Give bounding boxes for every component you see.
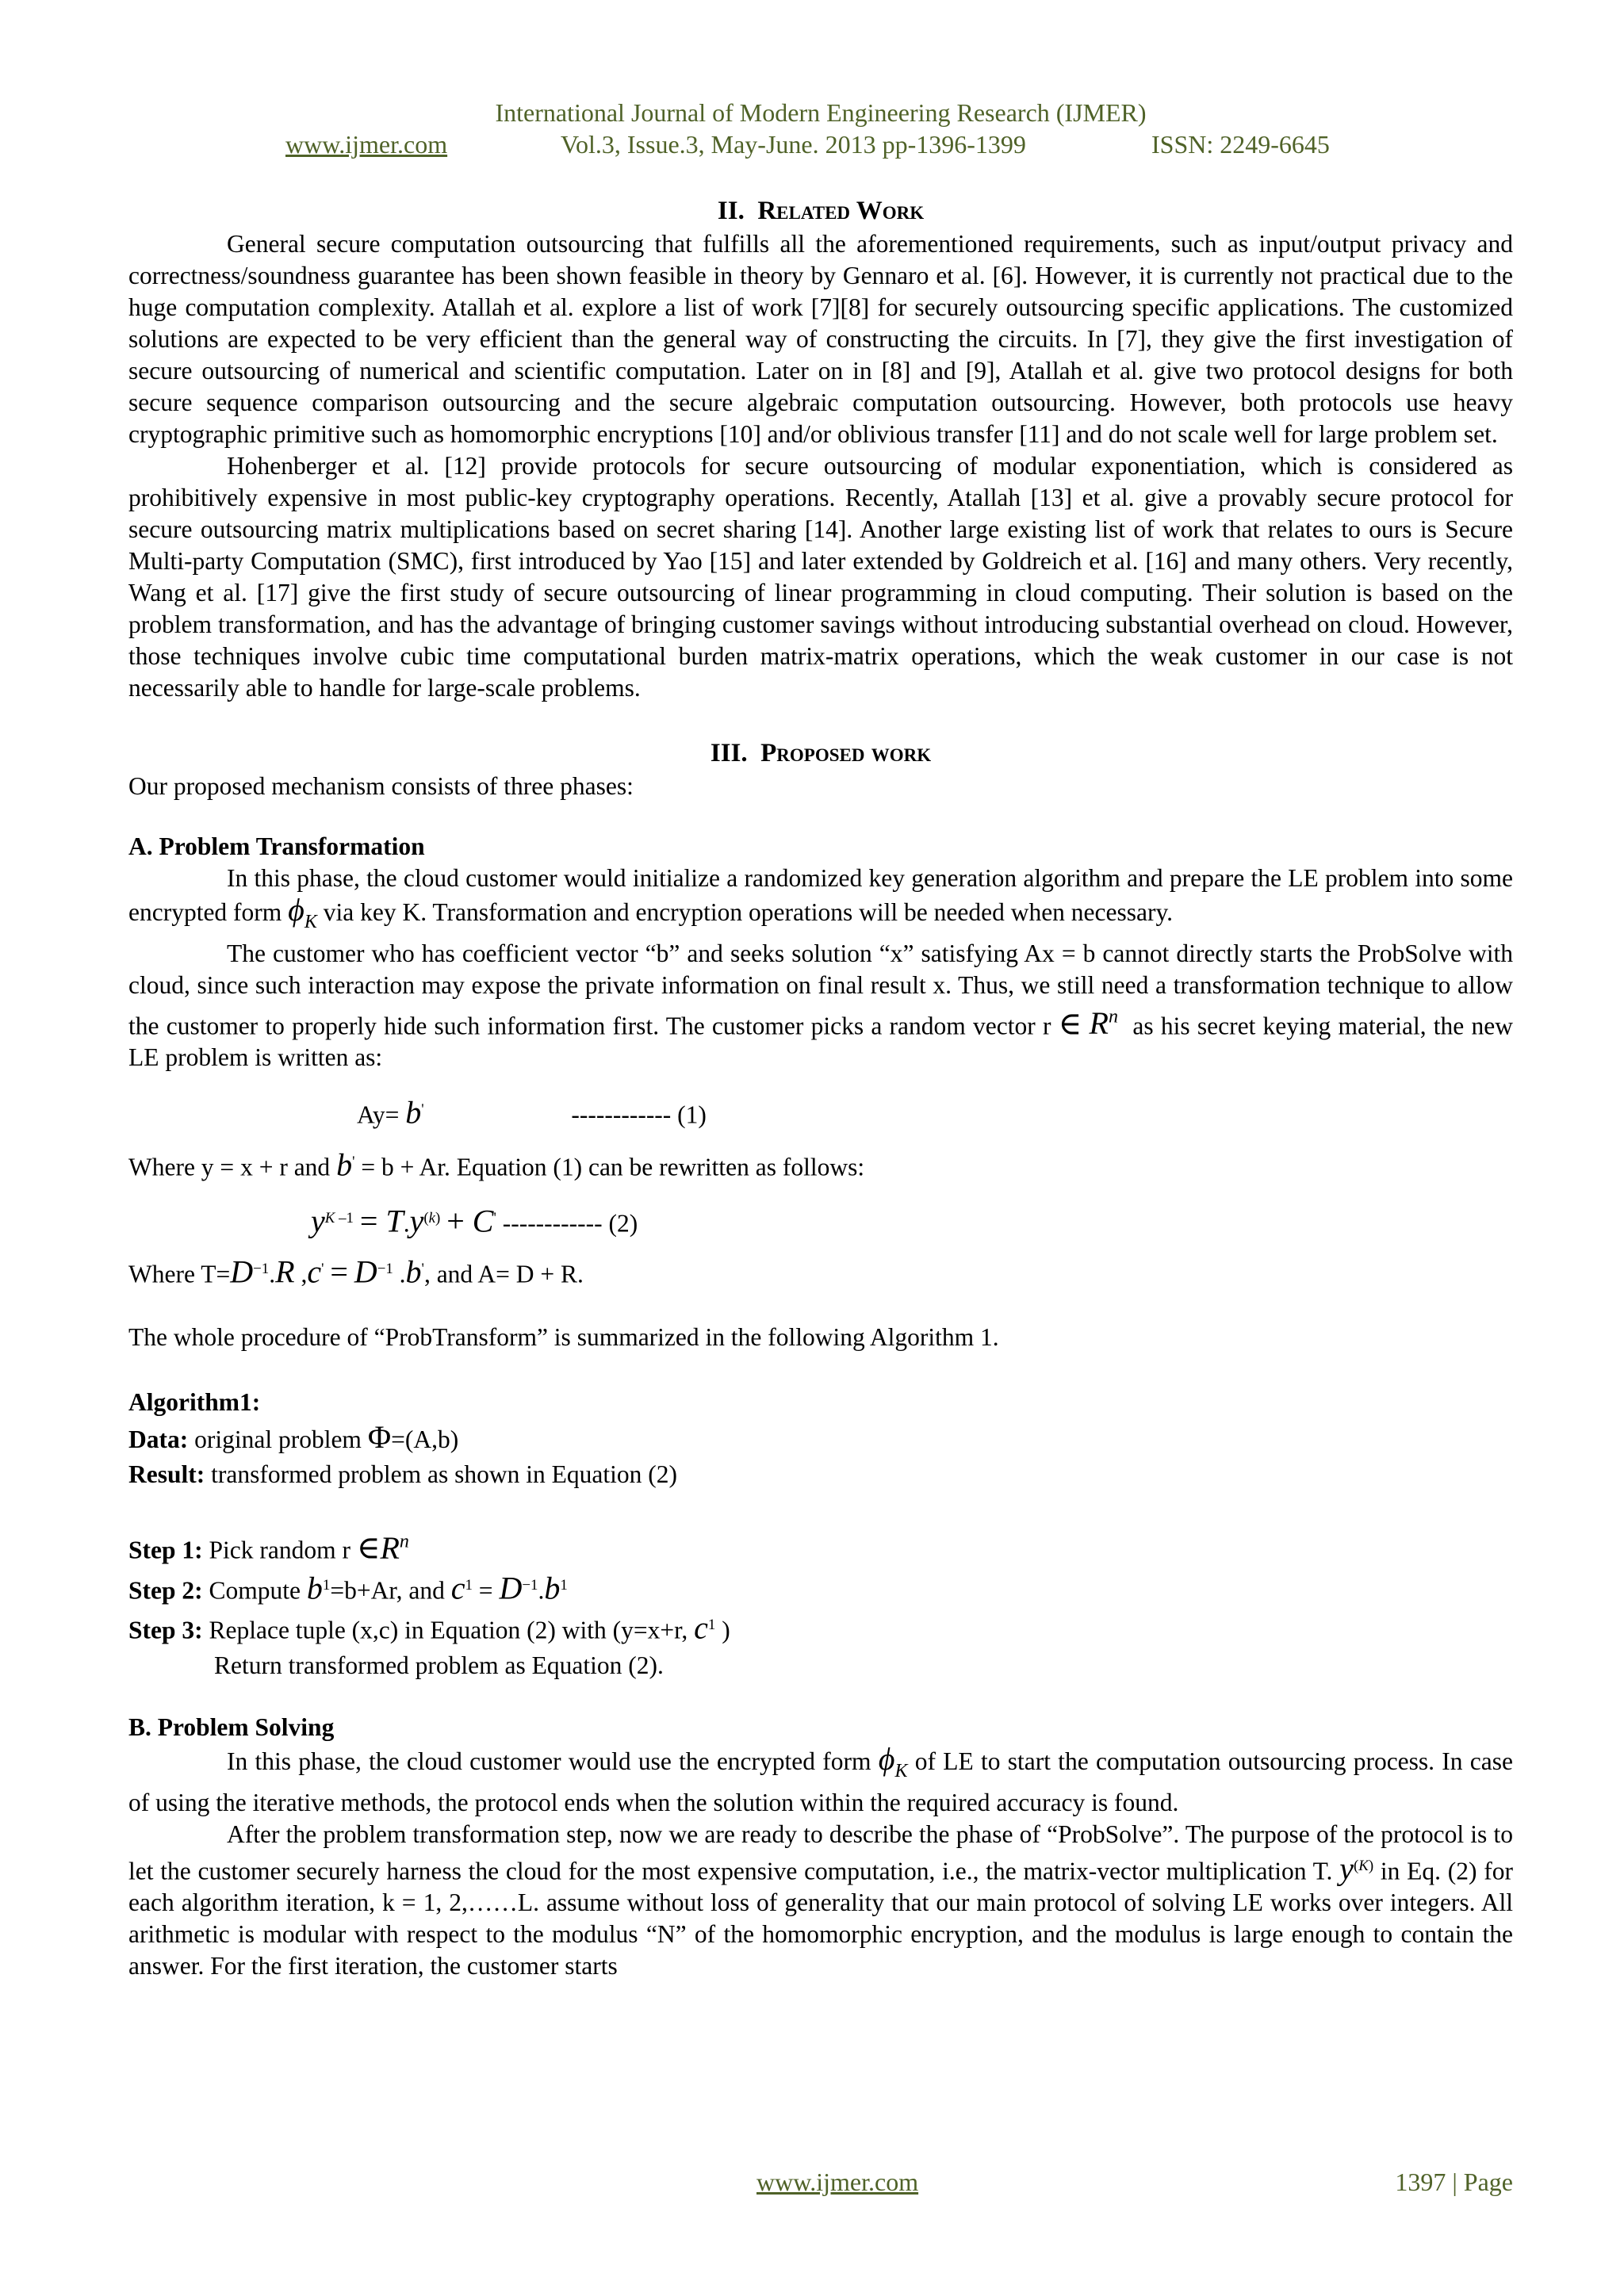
paragraph: Where y = x + r and b' = b + Ar. Equation (1) can be rewritten as follows: [128, 1146, 865, 1183]
algorithm-step-2: Step 2: Compute $b^1=b+Ar$, and $c^1 = D^{-1}.b^1$ [128, 1570, 568, 1606]
subsection-heading-b: B. Problem Solving [128, 1712, 335, 1741]
paragraph: The whole procedure of “ProbTransform” is summarized in the following Algorithm 1. [128, 1323, 999, 1352]
algorithm-title: Algorithm1: [128, 1388, 261, 1417]
paragraph: Hohenberger et al. [12] provide protocols for secure outsourcing of modular exponentiation, which is considered as prohibitively expensive in most public-key cryptography operations. Recently, Atallah [13] et al. give a provably secure protocol for secure outsourcing matrix multiplications based on secret sharing [14]. Another large existing list of work that relates to ours is Secure Multi-party Computation (SMC), first introduced by Yao [15] and later extended by Goldreich et al. [16] and many others. Very recently, Wang et al. [17] give the first study of secure outsourcing of linear programming in cloud computing. Their solution is based on the problem transformation, and has the advantage of bringing customer savings without introducing substantial overhead on cloud. However, those techniques involve cubic time computational burden matrix-matrix operations, which the weak customer in our case is not necessarily able to handle for large-scale problems. [128, 452, 1513, 702]
phi-k-symbol: $\phi_K$ [878, 1740, 908, 1781]
paragraph: Our proposed mechanism consists of three phases: [128, 772, 634, 800]
algorithm-data-line: Data: original problem Φ=(A,b) [128, 1419, 459, 1456]
equation-1: Ay= b' ------------ (1) [357, 1094, 707, 1131]
footer-website-link[interactable]: www.ijmer.com [756, 2168, 919, 2196]
journal-meta-line [128, 128, 1513, 160]
journal-issn: ISSN: 2249-6645 [1151, 130, 1330, 159]
algorithm-step-1: Step 1: Pick random r $\in R^n$ [128, 1529, 409, 1566]
algorithm-step-3: Step 3: Replace tuple (x,c) in Equation (2) with (y=x+r, $c^1$ ) [128, 1609, 730, 1646]
phi-k-symbol: $\phi_K$ [288, 892, 317, 932]
page-number: 1397 | Page [1395, 2168, 1513, 2196]
subsection-heading-a: A. Problem Transformation [128, 832, 425, 860]
section-heading-related-work: II. Related Work [717, 197, 925, 225]
journal-website-link[interactable]: www.ijmer.com [285, 130, 448, 159]
equation-2: $y^{K -1} = T.y^{(k)} + C'$ ------------ (2) [311, 1203, 638, 1239]
algorithm-block [128, 1385, 1513, 1682]
paragraph: In this phase, the cloud customer would initialize a randomized key generation algorithm and prepare the LE problem into some encrypted form $\phi_K$ via key K. Transformation and encryption operations will be needed when necessary. [128, 864, 1513, 932]
algorithm-return: Return transformed problem as Equation (2). [214, 1651, 664, 1679]
paragraph: The customer who has coefficient vector “b” and seeks solution “x” satisfying Ax = b cannot directly starts the ProbSolve with cloud, since such interaction may expose the private information on final result x. Thus, we still need a transformation technique to allow the customer to properly hide such information first. The customer picks a random vector r ∈ $R^n$ as his secret keying material, the new LE problem is written as: [128, 939, 1514, 1072]
paragraph: General secure computation outsourcing that fulfills all the aforementioned requirements, such as input/output privacy and correctness/soundness guarantee has been shown feasible in theory by Gennaro et al. [6]. However, it is currently not practical due to the huge computation complexity. Atallah et al. explore a list of work [7][8] for securely outsourcing specific applications. The customized solutions are expected to be very efficient than the general way of constructing the circuits. In [7], they give the first investigation of secure outsourcing of numerical and scientific computation. Later on in [8] and [9], Atallah et al. give two protocol designs for both secure sequence comparison outsourcing and the secure algebraic computation outsourcing. However, both protocols use heavy cryptographic primitive such as homomorphic encryptions [10] and/or oblivious transfer [11] and do not scale well for large problem set. [128, 230, 1513, 448]
paragraph: After the problem transformation step, now we are ready to describe the phase of “ProbSolve”. The purpose of the protocol is to let the customer securely harness the cloud for the most expensive computation, i.e., the matrix-vector multiplication T. $y^{(K)}$ in Eq. (2) for each algorithm iteration, k = 1, 2,……L. assume without loss of generality that our main protocol of solving LE works over integers. All arithmetic is modular with respect to the modulus “N” of the homomorphic encryption, and the modulus is large enough to contain the answer. For the first iteration, the customer starts [128, 1820, 1514, 1980]
page-footer [128, 2168, 1513, 2199]
paper-content [128, 193, 1513, 1982]
algorithm-result-line: Result: transformed problem as shown in Equation (2) [128, 1460, 677, 1489]
paragraph: In this phase, the cloud customer would use the encrypted form $\phi_K$ of LE to start the computation outsourcing process. In case of using the iterative methods, the protocol ends when the solution within the required accuracy is found. [128, 1740, 1514, 1816]
journal-title: International Journal of Modern Engineering Research (IJMER) [495, 98, 1147, 127]
paragraph: Where $T=D^{-1}.R$ $,c' = D^{-1}$ .b', and A= D + R. [128, 1253, 584, 1290]
journal-volume: Vol.3, Issue.3, May-June. 2013 pp-1396-1399 [561, 130, 1026, 159]
section-heading-proposed-work: III. Proposed work [710, 739, 932, 767]
